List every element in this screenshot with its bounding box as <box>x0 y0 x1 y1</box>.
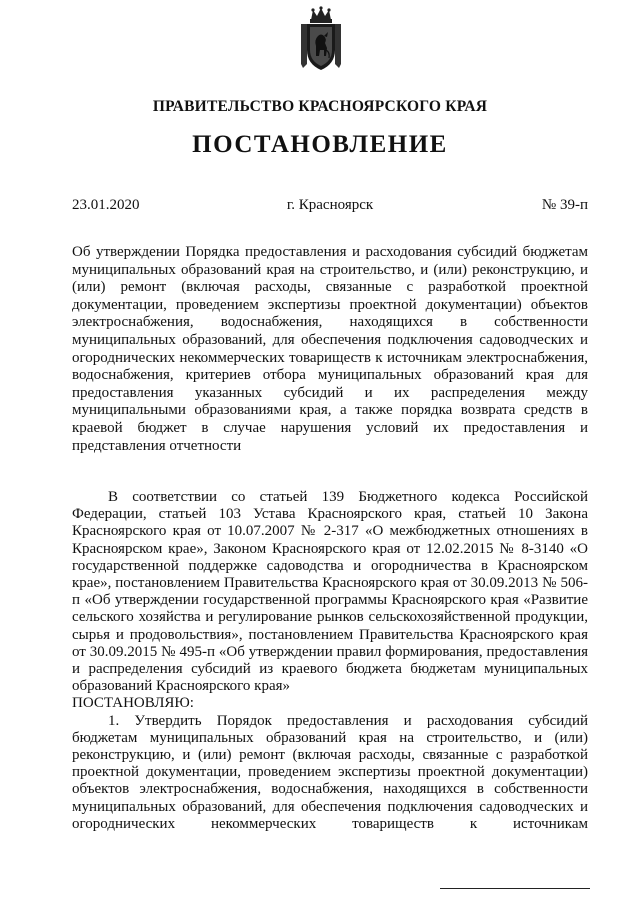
krasnoyarsk-coat-of-arms-icon <box>297 6 345 72</box>
document-kind-title: ПОСТАНОВЛЕНИЕ <box>192 131 448 158</box>
preamble-paragraph: В соответствии со статьей 139 Бюджетного кодекса Российской Федерации, статьей 103 Устава Красноярского края, статьей 10 Закона Красноярского края от 10.07.2007 № 2-317 «О межбюджетных отношениях в Красноярском крае», Законом Красноярского края от 12.02.2015 № 8-3140 «О государственной поддержке садоводства и огородничества в Красноярском крае», постановлением Правительства Красноярского края от 30.09.2013 № 506-п «Об утверждении государственной программы Красноярского края «Развитие сельского хозяйства и регулирование рынков сельскохозяйственной продукции, сырья и продовольствия», постановлением Правительства Красноярского края от 30.09.2015 № 495-п «Об утверждении правил формирования, предоставления и распределения субсидий из краевого бюджета бюджетам муниципальных образований Красноярского края» <box>72 489 588 695</box>
document-meta-row <box>72 196 588 214</box>
decree-item-1: 1. Утвердить Порядок предоставления и расходования субсидий бюджетам муниципальных образований края на строительство, и (или) реконструкцию, и (или) ремонт (включая расходы, связанные с разработкой проектной документации, проведением экспертизы проектной документации) объектов электроснабжения, водоснабжения, находящихся в собственности муниципальных образований, для обеспечения подключения садоводческих и огороднических некоммерческих товариществ к источникам <box>72 712 588 832</box>
document-number: № 39-п <box>541 197 588 213</box>
document-body <box>72 489 588 833</box>
document-date: 23.01.2020 <box>72 197 140 213</box>
footer-rule <box>440 888 590 889</box>
government-title: ПРАВИТЕЛЬСТВО КРАСНОЯРСКОГО КРАЯ <box>152 98 488 115</box>
document-city: г. Красноярск <box>286 197 374 213</box>
document-subject: Об утверждении Порядка предоставления и расходования субсидий бюджетам муниципальных образований края на строительство, и (или) реконструкцию, и (или) ремонт (включая расходы, связанные с разработкой проектной документации, проведением экспертизы проектной документации) объектов электроснабжения, водоснабжения, находящихся в собственности муниципальных образований, для обеспечения подключения садоводческих и огороднических некоммерческих товариществ к источникам электроснабжения, водоснабжения, критериев отбора муниципальных образований края для предоставления указанных субсидий и их распределения между муниципальными образованиями края, а также порядка возврата средств в краевой бюджет в случае нарушения условий их предоставления и представления отчетности <box>72 244 588 454</box>
decree-heading: ПОСТАНОВЛЯЮ: <box>72 695 194 712</box>
